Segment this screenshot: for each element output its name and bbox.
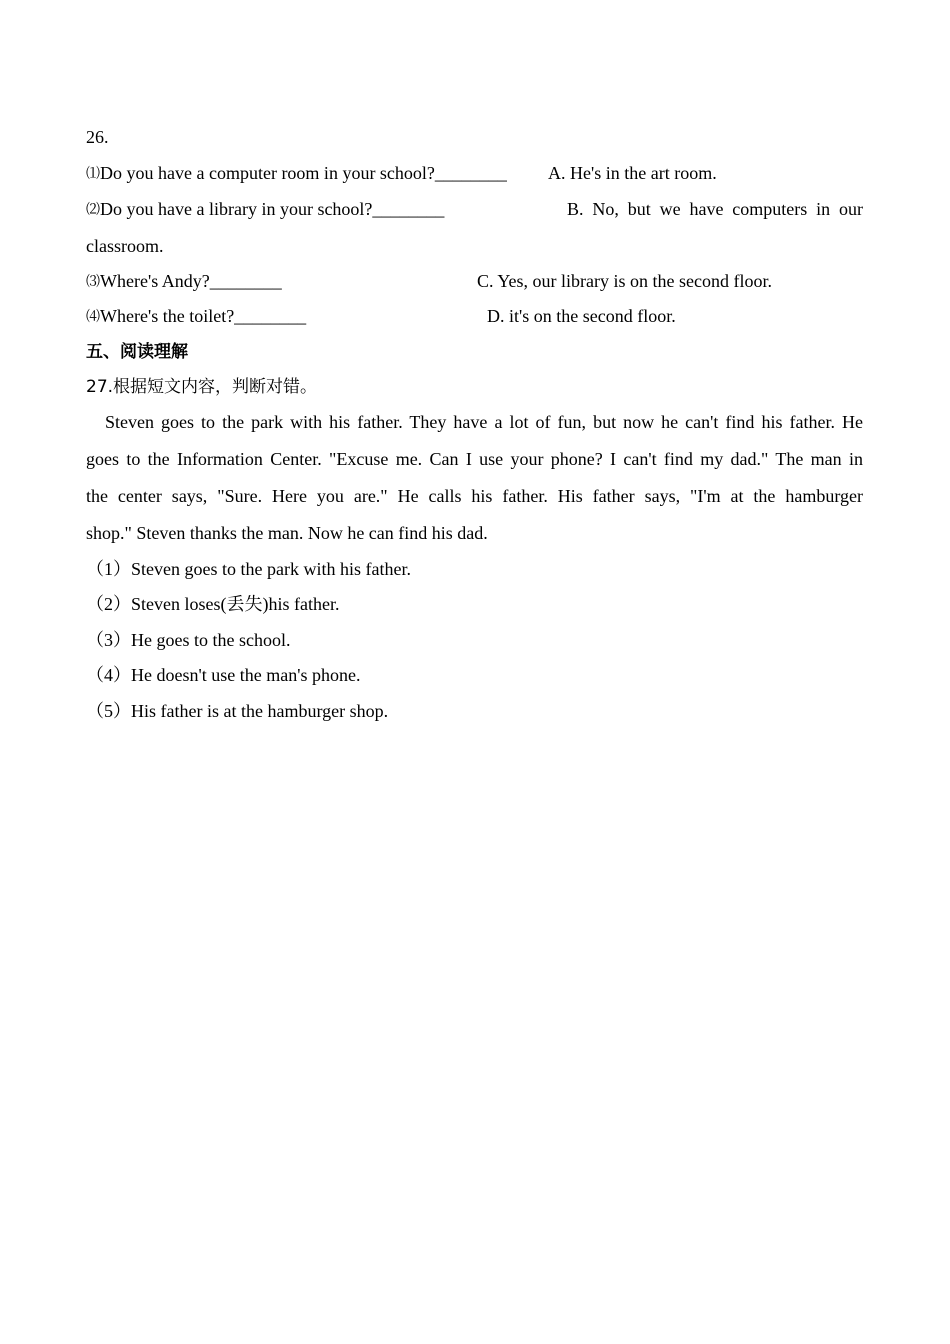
q26-item-2 <box>86 196 444 222</box>
q26-item-1-marker: ⑴ <box>86 167 100 182</box>
question-26-number: 26. <box>86 127 109 147</box>
passage-line-3: the center says, "Sure. Here you are." He calls his father. His father says, "I'm at the hamburger <box>86 486 863 506</box>
statement-4 <box>86 662 360 688</box>
statement-2 <box>86 591 339 617</box>
q26-item-4-marker: ⑷ <box>86 310 100 325</box>
q26-item-1 <box>86 160 507 186</box>
passage-line-1: Steven goes to the park with his father. They have a lot of fun, but now he can't find his father. He <box>105 412 863 432</box>
statement-4-number: （4） <box>86 665 131 685</box>
q26-option-b-continued: classroom. <box>86 236 164 256</box>
statement-5-number: （5） <box>86 701 131 721</box>
passage-line-4: shop." Steven thanks the man. Now he can find his dad. <box>86 523 488 543</box>
q26-option-d: D. it's on the second floor. <box>487 306 676 326</box>
statement-1-number: （1） <box>86 559 131 579</box>
statement-1-text: Steven goes to the park with his father. <box>131 559 411 579</box>
statement-5-text: His father is at the hamburger shop. <box>131 701 389 721</box>
statement-3 <box>86 627 290 653</box>
q26-item-3-question: Where's Andy?________ <box>100 271 282 291</box>
q26-item-3 <box>86 268 282 294</box>
statement-2-number: （2） <box>86 594 131 614</box>
q26-item-2-question: Do you have a library in your school?________ <box>100 199 445 219</box>
statement-3-number: （3） <box>86 630 131 650</box>
q26-item-4-question: Where's the toilet?________ <box>100 306 307 326</box>
section-heading: 五、阅读理解 <box>86 342 188 362</box>
statement-2-text: Steven loses(丢失)his father. <box>131 594 340 614</box>
statement-5 <box>86 698 388 724</box>
q26-item-3-marker: ⑶ <box>86 275 100 290</box>
statement-1 <box>86 556 411 582</box>
question-27-prompt: 27.根据短文内容，判断对错。 <box>86 377 318 397</box>
q26-option-b: B. No, but we have computers in our <box>567 199 863 219</box>
passage-line-2: goes to the Information Center. "Excuse me. Can I use your phone? I can't find my dad." The man in <box>86 449 863 469</box>
statement-4-text: He doesn't use the man's phone. <box>131 665 361 685</box>
q26-item-2-marker: ⑵ <box>86 203 100 218</box>
q26-option-a: A. He's in the art room. <box>548 163 717 183</box>
q26-option-c: C. Yes, our library is on the second floor. <box>477 271 772 291</box>
q26-item-4 <box>86 303 306 329</box>
statement-3-text: He goes to the school. <box>131 630 291 650</box>
q26-item-1-question: Do you have a computer room in your school?________ <box>100 163 507 183</box>
